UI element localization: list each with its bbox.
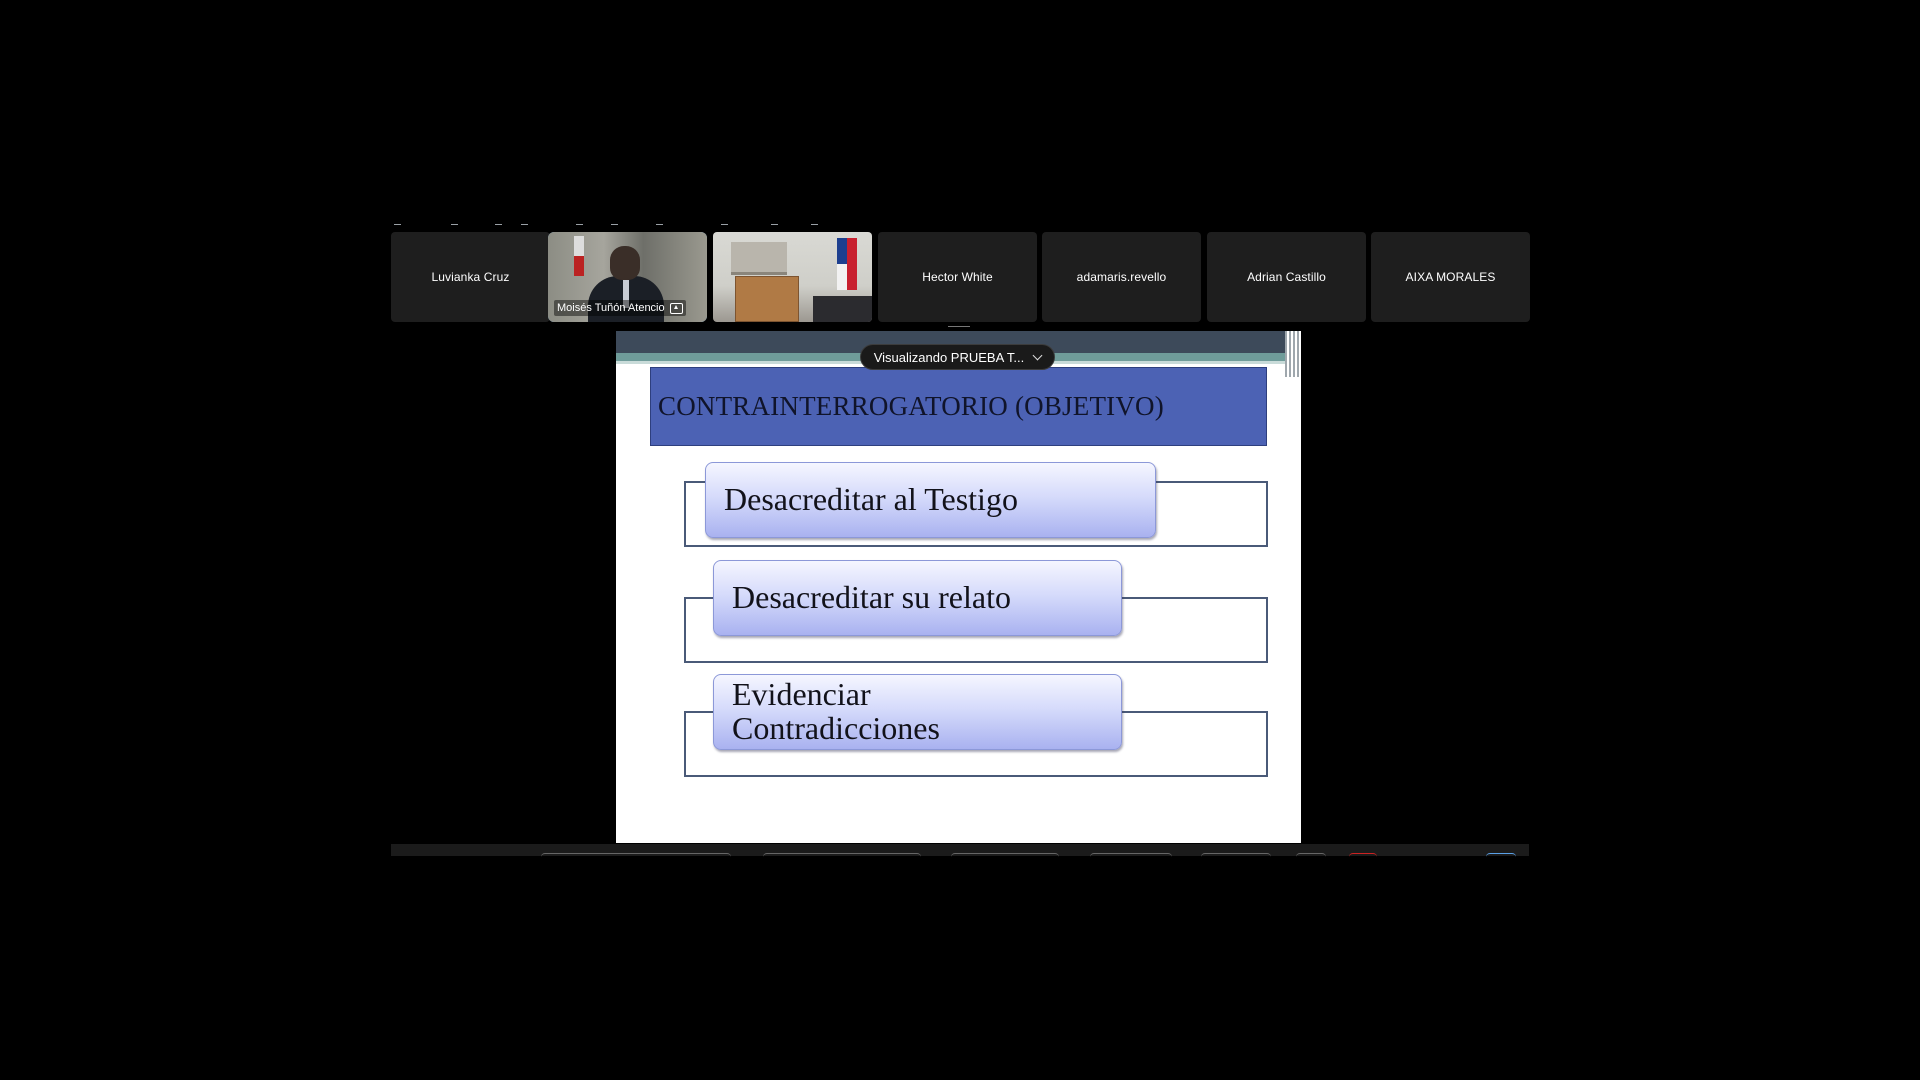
slide-item: [713, 560, 1122, 636]
meeting-window: [391, 222, 1529, 856]
participant-label: [554, 300, 686, 316]
participant-gallery: [391, 232, 1529, 324]
participant-name: Luvianka Cruz: [431, 270, 510, 284]
slide-item: [705, 462, 1156, 538]
viewing-label: Visualizando PRUEBA T...: [873, 349, 1025, 365]
participant-name: Hector White: [922, 270, 993, 284]
slide-item-text: Evidenciar: [732, 676, 871, 713]
slide-item-text: Desacreditar su relato: [732, 579, 1011, 616]
participant-tile[interactable]: [878, 232, 1037, 322]
leave-button[interactable]: [1349, 853, 1377, 857]
chevron-down-icon: [1033, 350, 1043, 360]
video-feed: [713, 232, 872, 322]
toolbar-button[interactable]: [1201, 853, 1271, 857]
participant-name: AIXA MORALES: [1405, 270, 1496, 284]
participant-tile-video[interactable]: [713, 232, 872, 322]
participant-tile[interactable]: [1042, 232, 1201, 322]
slide-item-text: Desacreditar al Testigo: [724, 481, 1018, 518]
participant-name: Moisés Tuñón Atencio: [557, 302, 665, 314]
meeting-toolbar: [391, 844, 1529, 856]
slide-item-text: Contradicciones: [732, 710, 940, 746]
participant-tile[interactable]: [391, 232, 550, 322]
screen-share-icon: [670, 303, 683, 314]
toolbar-button[interactable]: [763, 853, 921, 857]
shared-screen-slide: [616, 331, 1301, 843]
toolbar-button[interactable]: [1090, 853, 1172, 857]
toolbar-button[interactable]: [951, 853, 1059, 857]
toolbar-button[interactable]: [1296, 853, 1326, 857]
top-strip: [391, 222, 1529, 232]
toolbar-button[interactable]: [541, 853, 731, 857]
viewing-share-dropdown[interactable]: [860, 344, 1055, 370]
participant-tile-active[interactable]: [548, 232, 707, 322]
slide-item: [713, 674, 1122, 750]
slide-title: CONTRAINTERROGATORIO (OBJETIVO): [658, 391, 1164, 421]
toolbar-button[interactable]: [1486, 853, 1516, 857]
participant-name: Adrian Castillo: [1247, 270, 1326, 284]
slide-title-box: [650, 367, 1267, 446]
participant-tile[interactable]: [1371, 232, 1530, 322]
participant-name: adamaris.revello: [1076, 270, 1167, 284]
participant-tile[interactable]: [1207, 232, 1366, 322]
